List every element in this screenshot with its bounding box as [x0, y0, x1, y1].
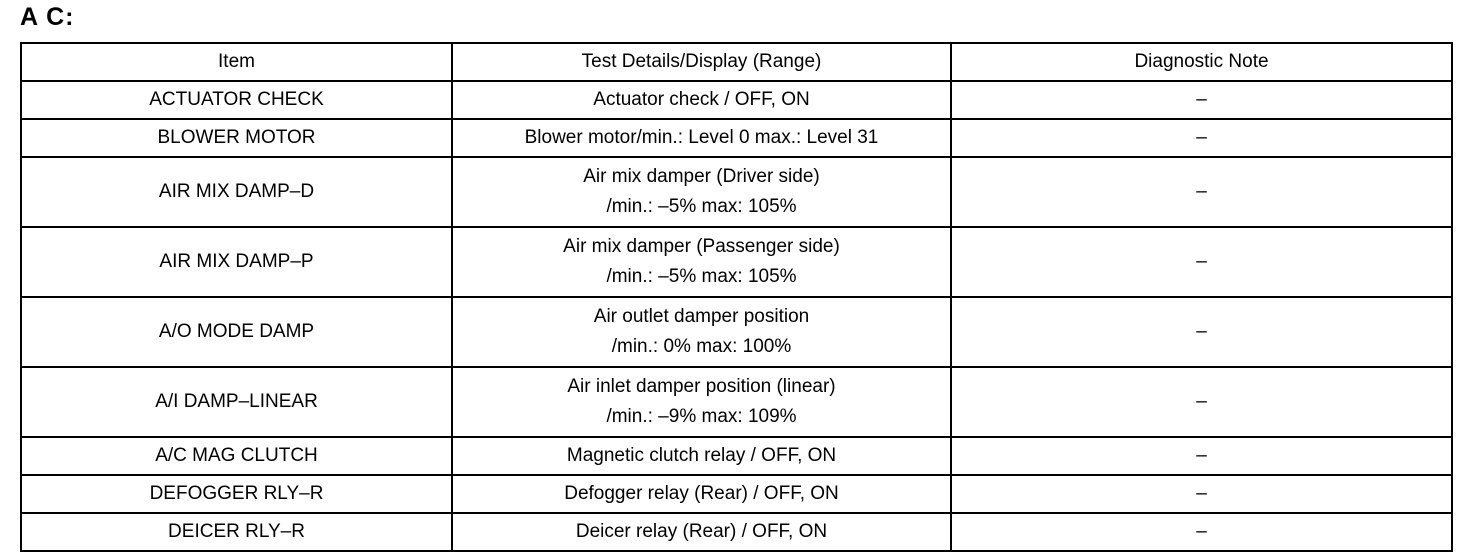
details-cell [452, 119, 951, 157]
details-line: Magnetic clutch relay / OFF, ON [566, 445, 837, 466]
details-cell [452, 513, 951, 551]
note-cell: – [951, 81, 1452, 119]
details-cell [452, 157, 951, 227]
item-cell: AIR MIX DAMP–P [21, 227, 452, 297]
details-line: Air mix damper (Driver side) [583, 166, 820, 187]
note-cell: – [951, 367, 1452, 437]
note-cell: – [951, 119, 1452, 157]
note-cell: – [951, 437, 1452, 475]
note-cell: – [951, 475, 1452, 513]
item-cell: A/O MODE DAMP [21, 297, 452, 367]
details-cell [452, 297, 951, 367]
details-cell [452, 227, 951, 297]
item-cell: A/I DAMP–LINEAR [21, 367, 452, 437]
details-line: Deicer relay (Rear) / OFF, ON [575, 521, 828, 542]
table-row [21, 227, 1452, 297]
details-line: Air outlet damper position [593, 306, 810, 327]
details-line: Air inlet damper position (linear) [567, 376, 836, 397]
item-cell: BLOWER MOTOR [21, 119, 452, 157]
table-row [21, 157, 1452, 227]
details-line: Blower motor/min.: Level 0 max.: Level 31 [524, 127, 879, 148]
details-line: Actuator check / OFF, ON [593, 89, 810, 110]
item-cell: AIR MIX DAMP–D [21, 157, 452, 227]
column-header-item: Item [21, 43, 452, 81]
note-cell: – [951, 157, 1452, 227]
column-header-test-details: Test Details/Display (Range) [452, 43, 951, 81]
item-cell: ACTUATOR CHECK [21, 81, 452, 119]
item-cell: A/C MAG CLUTCH [21, 437, 452, 475]
table-row [21, 297, 1452, 367]
details-line: Defogger relay (Rear) / OFF, ON [564, 483, 839, 504]
details-line: Air mix damper (Passenger side) [563, 236, 840, 257]
note-cell: – [951, 513, 1452, 551]
table-row [21, 513, 1452, 551]
details-range-line: /min.: –5% max: 105% [606, 196, 797, 217]
details-cell [452, 437, 951, 475]
diagnostic-table [20, 42, 1453, 552]
table-row [21, 119, 1452, 157]
details-cell [452, 367, 951, 437]
details-cell [452, 81, 951, 119]
item-cell: DEFOGGER RLY–R [21, 475, 452, 513]
page-title: A C: [20, 3, 75, 31]
details-cell [452, 475, 951, 513]
note-cell: – [951, 297, 1452, 367]
table-row [21, 81, 1452, 119]
table-row [21, 475, 1452, 513]
column-header-diagnostic-note: Diagnostic Note [951, 43, 1452, 81]
table-row [21, 437, 1452, 475]
table-header-row [21, 43, 1452, 81]
table-row [21, 367, 1452, 437]
details-range-line: /min.: –9% max: 109% [606, 406, 797, 427]
details-range-line: /min.: –5% max: 105% [606, 266, 797, 287]
note-cell: – [951, 227, 1452, 297]
details-range-line: /min.: 0% max: 100% [611, 336, 792, 357]
item-cell: DEICER RLY–R [21, 513, 452, 551]
